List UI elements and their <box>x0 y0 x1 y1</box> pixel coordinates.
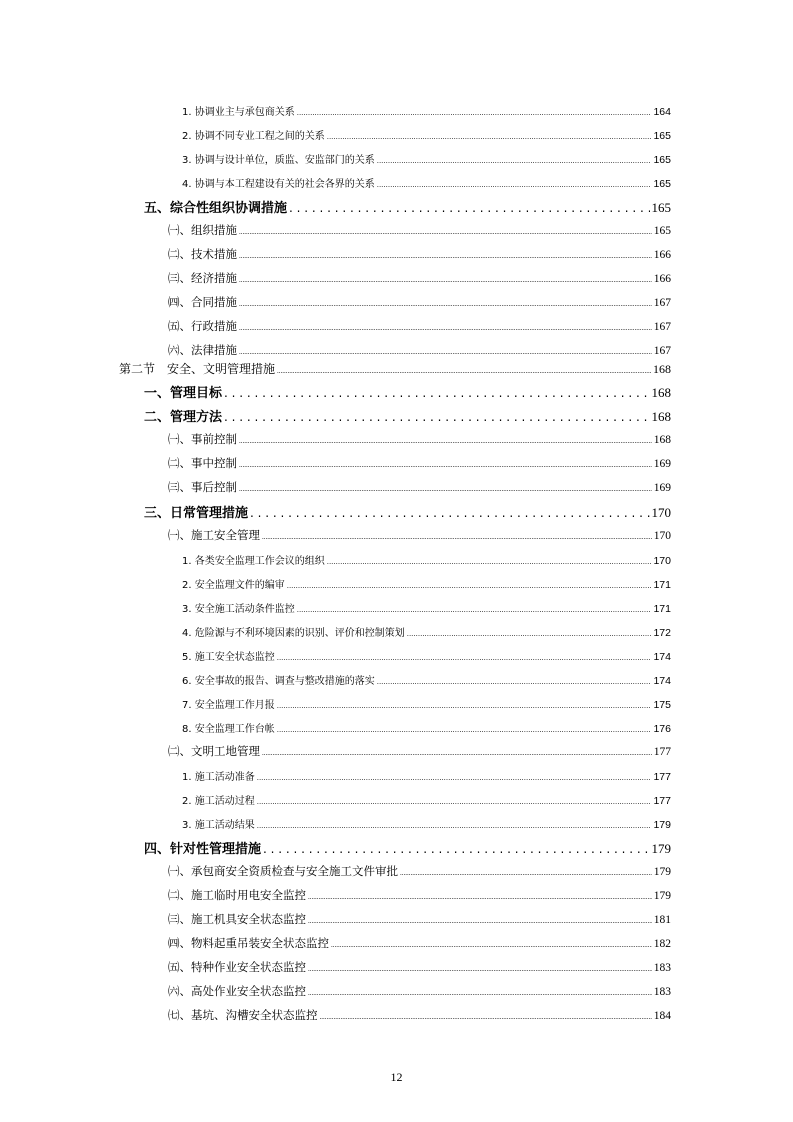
toc-entry-page: 174 <box>653 675 671 687</box>
toc-heading[interactable] <box>144 502 671 521</box>
toc-entry[interactable] <box>168 318 671 334</box>
toc-entry[interactable] <box>182 151 671 166</box>
dot-leader <box>257 820 652 831</box>
toc-heading[interactable] <box>144 382 671 401</box>
dot-leader <box>239 458 652 470</box>
toc-entry-page: 167 <box>653 345 671 357</box>
toc-entry-page: 183 <box>653 962 671 974</box>
toc-entry-title: 2. 安全监理文件的编审 <box>182 580 285 591</box>
toc-entry[interactable] <box>182 648 671 663</box>
toc-entry-page: 170 <box>651 505 671 520</box>
toc-entry[interactable] <box>182 792 671 807</box>
toc-entry-title: ㈢、施工机具安全状态监控 <box>168 914 306 926</box>
dot-leader <box>327 131 652 142</box>
toc-entry[interactable] <box>168 1007 671 1023</box>
dot-leader <box>277 652 652 663</box>
toc-entry[interactable] <box>168 743 671 759</box>
toc-entry[interactable] <box>168 887 671 903</box>
dot-leader <box>287 580 652 591</box>
toc-entry-title: 3. 施工活动结果 <box>182 820 255 831</box>
toc-entry-page: 179 <box>653 866 671 878</box>
toc-entry-title: 1. 各类安全监理工作会议的组织 <box>182 556 325 567</box>
toc-entry[interactable] <box>168 959 671 975</box>
toc-entry-title: 8. 安全监理工作台帐 <box>182 724 275 735</box>
toc-entry-title: ㈡、文明工地管理 <box>168 746 260 758</box>
dot-leader <box>224 410 649 425</box>
dot-leader <box>400 866 652 878</box>
dot-leader <box>308 962 652 974</box>
toc-entry-title: ㈤、特种作业安全状态监控 <box>168 962 306 974</box>
toc-entry-title: 2. 协调不同专业工程之间的关系 <box>182 131 325 142</box>
toc-entry[interactable] <box>182 600 671 615</box>
toc-entry[interactable] <box>182 672 671 687</box>
toc-entry-title: 7. 安全监理工作月报 <box>182 700 275 711</box>
toc-entry-page: 175 <box>653 699 671 711</box>
toc-entry-title: ㈠、事前控制 <box>168 434 237 446</box>
toc-entry-page: 172 <box>653 627 671 639</box>
dot-leader <box>277 362 651 377</box>
toc-heading[interactable] <box>144 838 671 857</box>
dot-leader <box>263 842 649 857</box>
toc-entry-page: 165 <box>651 200 671 215</box>
toc-entry-page: 171 <box>653 603 671 615</box>
dot-leader <box>331 938 652 950</box>
toc-entry-title: ㈡、施工临时用电安全监控 <box>168 890 306 902</box>
toc-entry[interactable] <box>168 222 671 238</box>
toc-entry-page: 168 <box>653 362 671 376</box>
toc-entry-page: 179 <box>653 890 671 902</box>
toc-entry[interactable] <box>168 527 671 543</box>
toc-entry-title: 3. 协调与设计单位，质监、安监部门的关系 <box>182 155 375 166</box>
toc-entry-title: 第二节 安全、文明管理措施 <box>119 362 276 376</box>
toc-entry-title: 5. 施工安全状态监控 <box>182 652 275 663</box>
toc-entry-title: 1. 协调业主与承包商关系 <box>182 107 295 118</box>
dot-leader <box>327 556 652 567</box>
toc-entry-page: 165 <box>653 130 671 142</box>
toc-entry-title: 四、针对性管理措施 <box>144 842 262 857</box>
toc-entry[interactable] <box>168 431 671 447</box>
toc-section[interactable] <box>119 360 671 377</box>
toc-entry-title: 4. 危险源与不利环境因素的识别、评价和控制策划 <box>182 628 405 639</box>
dot-leader <box>257 796 652 807</box>
toc-entry-page: 176 <box>653 723 671 735</box>
toc-entry-title: ㈤、行政措施 <box>168 321 237 333</box>
toc-entry-title: ㈣、物料起重吊装安全状态监控 <box>168 938 329 950</box>
toc-entry-page: 166 <box>653 273 671 285</box>
dot-leader <box>377 676 652 687</box>
toc-entry-page: 171 <box>653 579 671 591</box>
toc-entry[interactable] <box>168 983 671 999</box>
dot-leader <box>308 986 652 998</box>
toc-entry[interactable] <box>168 342 671 358</box>
toc-entry-page: 165 <box>653 178 671 190</box>
toc-entry[interactable] <box>182 816 671 831</box>
toc-entry-page: 170 <box>653 555 671 567</box>
toc-entry[interactable] <box>168 911 671 927</box>
toc-entry-page: 179 <box>653 819 671 831</box>
toc-entry-page: 168 <box>651 385 671 400</box>
dot-leader <box>377 155 652 166</box>
toc-entry-title: ㈡、事中控制 <box>168 458 237 470</box>
dot-leader <box>407 628 652 639</box>
toc-entry-page: 177 <box>653 795 671 807</box>
toc-entry-title: 3. 安全施工活动条件监控 <box>182 604 295 615</box>
toc-entry-page: 169 <box>653 482 671 494</box>
toc-entry-page: 169 <box>653 458 671 470</box>
dot-leader <box>239 249 652 261</box>
dot-leader <box>250 506 649 521</box>
toc-entry-title: ㈣、合同措施 <box>168 297 237 309</box>
toc-entry-page: 177 <box>653 771 671 783</box>
toc-entry-page: 184 <box>653 1010 671 1022</box>
toc-entry-page: 168 <box>651 409 671 424</box>
toc-entry-page: 174 <box>653 651 671 663</box>
toc-entry-page: 165 <box>653 154 671 166</box>
toc-entry-title: ㈦、基坑、沟槽安全状态监控 <box>168 1010 318 1022</box>
dot-leader <box>308 914 652 926</box>
toc-entry[interactable] <box>182 552 671 567</box>
dot-leader <box>239 273 652 285</box>
toc-entry-page: 177 <box>653 746 671 758</box>
page-number: 12 <box>390 1070 403 1084</box>
toc-entry[interactable] <box>168 246 671 262</box>
toc-entry-title: ㈢、经济措施 <box>168 273 237 285</box>
toc-entry-title: 2. 施工活动过程 <box>182 796 255 807</box>
toc-entry[interactable] <box>168 935 671 951</box>
toc-entry-page: 179 <box>651 841 671 856</box>
toc-entry-page: 167 <box>653 297 671 309</box>
toc-entry[interactable] <box>168 863 671 879</box>
toc-heading[interactable] <box>144 406 671 425</box>
toc-entry-title: 6. 安全事故的报告、调查与整改措施的落实 <box>182 676 375 687</box>
toc-entry[interactable] <box>168 479 671 495</box>
toc-entry-title: 1. 施工活动准备 <box>182 772 255 783</box>
toc-entry-title: ㈢、事后控制 <box>168 482 237 494</box>
toc-entry-page: 170 <box>653 530 671 542</box>
toc-entry-title: 三、日常管理措施 <box>144 506 249 521</box>
dot-leader <box>297 107 652 118</box>
dot-leader <box>239 482 652 494</box>
toc-entry[interactable] <box>182 576 671 591</box>
dot-leader <box>224 386 649 401</box>
dot-leader <box>297 604 652 615</box>
dot-leader <box>320 1010 652 1022</box>
dot-leader <box>262 530 652 542</box>
toc-entry-title: ㈠、施工安全管理 <box>168 530 260 542</box>
dot-leader <box>239 345 652 357</box>
toc-entry[interactable] <box>182 696 671 711</box>
toc-entry-page: 181 <box>653 914 671 926</box>
toc-entry-page: 183 <box>653 986 671 998</box>
toc-entry-title: ㈥、法律措施 <box>168 345 237 357</box>
toc-entry-title: ㈠、组织措施 <box>168 225 237 237</box>
toc-entry[interactable] <box>168 455 671 471</box>
toc-entry-page: 165 <box>653 225 671 237</box>
toc-entry[interactable] <box>168 270 671 286</box>
dot-leader <box>262 746 652 758</box>
toc-entry-page: 167 <box>653 321 671 333</box>
dot-leader <box>239 434 652 446</box>
toc-entry-title: ㈡、技术措施 <box>168 249 237 261</box>
toc-entry[interactable] <box>182 720 671 735</box>
dot-leader <box>277 724 652 735</box>
toc-entry-title: ㈥、高处作业安全状态监控 <box>168 986 306 998</box>
dot-leader <box>377 179 652 190</box>
toc-entry[interactable] <box>182 768 671 783</box>
dot-leader <box>239 297 652 309</box>
toc-entry-page: 164 <box>653 106 671 118</box>
toc-entry[interactable] <box>182 103 671 118</box>
dot-leader <box>308 890 652 902</box>
toc-entry-page: 182 <box>653 938 671 950</box>
dot-leader <box>239 225 652 237</box>
toc-entry-title: 五、综合性组织协调措施 <box>144 201 288 216</box>
toc-entry-title: ㈠、承包商安全资质检查与安全施工文件审批 <box>168 866 398 878</box>
toc-entry[interactable] <box>182 175 671 190</box>
toc-entry[interactable] <box>182 624 671 639</box>
toc-entry-title: 4. 协调与本工程建设有关的社会各界的关系 <box>182 179 375 190</box>
toc-entry-page: 166 <box>653 249 671 261</box>
toc-entry-page: 168 <box>653 434 671 446</box>
dot-leader <box>289 201 649 216</box>
toc-entry[interactable] <box>168 294 671 310</box>
toc-entry[interactable] <box>182 127 671 142</box>
dot-leader <box>257 772 652 783</box>
toc-entry-title: 二、管理方法 <box>144 410 223 425</box>
dot-leader <box>239 321 652 333</box>
toc-entry-title: 一、管理目标 <box>144 386 223 401</box>
dot-leader <box>277 700 652 711</box>
toc-heading[interactable] <box>144 197 671 216</box>
